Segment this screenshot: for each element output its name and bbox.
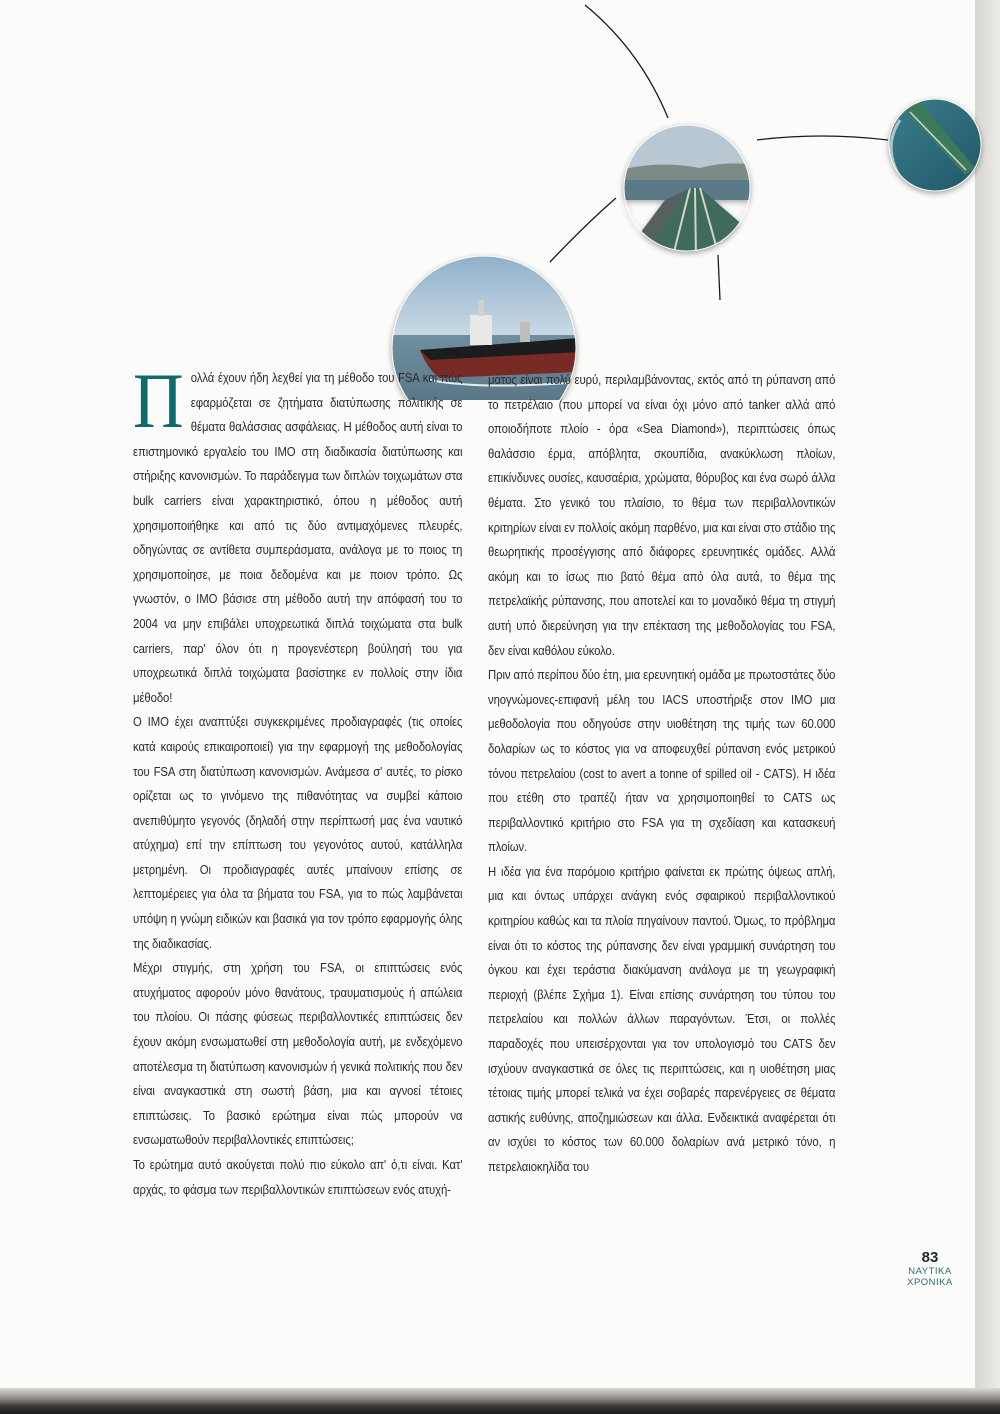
photo-collage [0,0,1000,400]
photo-tanker-deck [620,120,760,260]
folio [900,1250,960,1288]
article-paragraph: Πριν από περίπου δύο έτη, μια ερευνητική ομάδα με πρωτοστάτες δύο νηογνώμονες-επιφανή μέλη του IACS υποστήριξε στον IMO μια μεθοδολογία που οδηγούσε στην υιοθέτηση της τιμής των 60.000 δολαρίων ως το κόστος για να αποφευχθεί ρύπανση ενός μετρικού τόνου πετρελαίου (cost to avert a tonne of spilled oil - CATS). Η ιδέα που ετέθη στο τραπέζι ήταν να χρησιμοποιηθεί το CATS ως περιβαλλοντικό κριτήριο στο FSA για τη σχεδίαση και κατασκευή πλοίων. [488,668,836,855]
page-number: 83 [921,1249,939,1266]
article-paragraph: ματος είναι πολύ ευρύ, περιλαμβάνοντας, εκτός από τη ρύπανση από το πετρέλαιο (που μπορεί να είναι όχι μόνο από tanker αλλά από οποιοδήποτε πλοίο - όρα «Sea Diamond»), περιπτώσεις όπως θαλάσσιο έρμα, απόβλητα, σκουπίδια, ανακύκλωση πλοίων, επικίνδυνες ουσίες, καυσαέρια, χρώματα, θόρυβος και ένα σωρό άλλα θέματα. Στο γενικό του πλαίσιο, το θέμα των περιβαλλοντικών κριτηρίων είναι εν πολλοίς ακόμη παρθένο, μια και είναι στο στάδιο της θεωρητικής προσέγγισης από διάφορες ερευνητικές ομάδες. Αλλά ακόμη και το ίσως πιο βατό θέμα από όλα αυτά, το θέμα της πετρελαϊκής ρύπανσης, που αποτελεί και το μοναδικό θέμα τη στιγμή αυτή υπό διερεύνηση για την επέκταση της μεθοδολογίας του FSA, δεν είναι καθόλου εύκολο. [488,373,836,658]
journal-name-line-2: ΧΡΟΝΙΚΑ [907,1277,953,1288]
journal-name-line-1: ΝΑΥΤΙΚΑ [908,1266,952,1277]
article-paragraph: Η ιδέα για ένα παρόμοιο κριτήριο φαίνεται εκ πρώτης όψεως απλή, μια και όντως υπάρχει ανάγκη ενός σφαιρικού περιβαλλοντικού κριτηρίου καθώς και τα πλοία πηγαίνουν παντού. Όμως, το πρόβλημα είναι ότι το κόστος της ρύπανσης δεν είναι γραμμική συνάρτηση του όγκου και έχει τεράστια διακύμανση ανάλογα με τη γεωγραφική περιοχή (βλέπε Σχήμα 1). Είναι επίσης συνάρτηση του τύπου του πετρελαίου και πολλών άλλων παραγόντων. Έτσι, οι πολλές παραδοχές που υπεισέρχονται για τον υπολογισμό του CATS δεν ισχύουν αναγκαστικά σε όλες τις περιπτώσεις, και η υιοθέτηση μιας τέτοιας τιμής μπορεί τελικά να έχει σοβαρές παρενέργειες σε θέματα αστικής ευθύνης, αποζημιώσεων και άλλα. Ενδεικτικά αναφέρεται ότι αν ισχύει το κόστος των 60.000 δολαρίων ανά μετρικό τόνο, η πετρελαιοκηλίδα του [488,864,836,1174]
drop-cap: Π [133,357,184,444]
article-paragraph: ολλά έχουν ήδη λεχθεί για τη μέθοδο του FSA και πώς εφαρμόζεται σε ζητήματα διατύπωσης πολιτικής σε θέματα θαλάσσιας ασφάλειας. Η μέθοδος αυτή είναι το επιστημονικό εργαλείο του IMO στη διαδικασία διατύπωσης και στήριξης κανονισμών. Το παράδειγμα των διπλών τοιχωμάτων στα bulk carriers είναι χαρακτηριστικό, όπου η μέθοδος αυτή χρησιμοποιήθηκε και από τις δύο αντιμαχόμενες πλευρές, οδηγώντας σε αντίθετα συμπεράσματα, ανάλογα με το ποιος τη χρησιμοποίησε, με ποια δεδομένα και με ποιον τρόπο. Ως γνωστόν, ο IMO βάσισε στη μέθοδο αυτή την απόφασή του το 2004 να μην επιβάλει υποχρεωτικά διπλά τοιχώματα στα bulk carriers, παρ' όλον ότι η προγενέστερη βούλησή του για υποχρεωτικά διπλά τοιχώματα βασίστηκε εν πολλοίς στην ίδια μέθοδο! [133,371,463,705]
scan-bottom-edge [0,1388,1000,1414]
article-paragraph: Ο IMO έχει αναπτύξει συγκεκριμένες προδιαγραφές (τις οποίες κατά καιρούς επικαιροποιεί) για την εφαρμογή της μεθοδολογίας του FSA στη διατύπωση κανονισμών. Ανάμεσα σ' αυτές, το ρίσκο ορίζεται ως το γινόμενο της πιθανότητας να συμβεί κάποιο ανεπιθύμητο γεγονός (δηλαδή στην περίπτωσή μας ένα ναυτικό ατύχημα) επί την επίπτωση του γεγονότος αυτού, κατάλληλα μετρημένη. Οι προδιαγραφές αυτές μπαίνουν επίσης σε λεπτομέρειες για όλα τα βήματα του FSA, για το πώς λαμβάνεται υπόψη η γνώμη ειδικών και βασικά για τον τρόπο εφαρμογής όλης της διαδικασίας. [133,715,463,951]
article-paragraph: Μέχρι στιγμής, στη χρήση του FSA, οι επιπτώσεις ενός ατυχήματος αφορούν μόνο θανάτους, τραυματισμούς ή απώλεια του πλοίου. Οι πάσης φύσεως περιβαλλοντικές επιπτώσεις δεν έχουν ακόμη ενσωματωθεί στη μεθοδολογία αυτή, με ενδεχόμενο αποτέλεσμα τη διατύπωση κανονισμών ή γενικά πολιτικής που δεν είναι αναγκαστικά στη σωστή βάση, μια και αγνοεί τέτοιες επιπτώσεις. Το βασικό ερώτημα είναι πώς μπορούν να ενσωματωθούν περιβαλλοντικές επιπτώσεις; [133,961,463,1148]
article-paragraph: Το ερώτημα αυτό ακούγεται πολύ πιο εύκολο απ' ό,τι είναι. Κατ' αρχάς, το φάσμα των περιβαλλοντικών επιπτώσεων ενός ατυχή- [133,1158,463,1197]
article-column-right [488,368,835,1180]
photo-tanker-aerial [885,95,985,195]
article-column-left [133,357,463,1202]
